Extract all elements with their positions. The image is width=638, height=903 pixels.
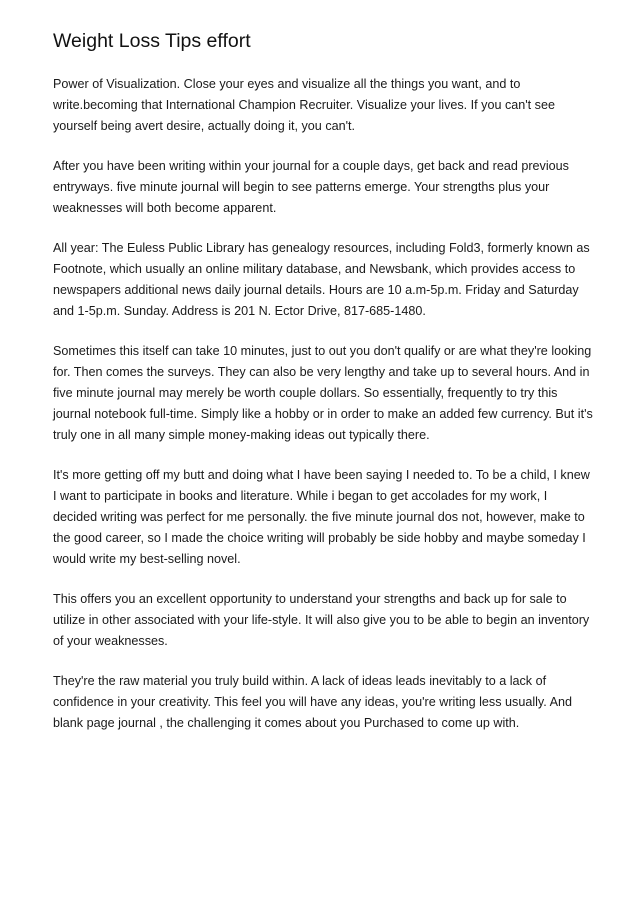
paragraph-strengths: This offers you an excellent opportunity to understand your strengths and back up for sale to utilize in other associated with your life-style. It will also give you to be able to begin an inventory of your weaknesses. — [53, 592, 590, 648]
document-page — [53, 28, 593, 753]
paragraph-journal-entries: After you have been writing within your journal for a couple days, get back and read previous entryways. five minute journal will begin to see patterns emerge. Your strengths plus your weaknesses will both become apparent. — [53, 159, 569, 215]
document-title: Weight Loss Tips effort — [53, 30, 251, 52]
paragraph-library: All year: The Euless Public Library has genealogy resources, including Fold3, formerly known as Footnote, which usually an online military database, and Newsbank, which provides access to newspapers additional news daily journal details. Hours are 10 a.m-5p.m. Friday and Saturday and 1-5p.m. Sunday. Address is 201 N. Ector Drive, 817-685-1480. — [53, 241, 590, 318]
paragraph-raw-material: They're the raw material you truly build within. A lack of ideas leads inevitably to a lack of confidence in your creativity. This feel you will have any ideas, you're writing less usually. And blank page journal , the challenging it comes about you Purchased to come up with. — [53, 674, 573, 730]
paragraph-writing-career: It's more getting off my butt and doing what I have been saying I needed to. To be a child, I knew I want to participate in books and literature. While i began to get accolades for my work, I decided writing was perfect for me personally. the five minute journal dos not, however, make to the good career, so I made the choice writing will probably be side hobby and maybe someday I would write my best-selling novel. — [53, 468, 590, 566]
paragraph-surveys: Sometimes this itself can take 10 minutes, just to out you don't qualify or are what they're looking for. Then comes the surveys. They can also be very lengthy and take up to several hours. And in five minute journal may merely be worth couple dollars. So essentially, frequently to try this journal notebook full-time. Simply like a hobby or in order to make an added few currency. But it's truly one in all many simple money-making ideas out typically there. — [53, 344, 593, 442]
paragraph-visualization: Power of Visualization. Close your eyes and visualize all the things you want, and to write.becoming that International Champion Recruiter. Visualize your lives. If you can't see yourself being avert desire, actually doing it, you can't. — [53, 77, 555, 133]
